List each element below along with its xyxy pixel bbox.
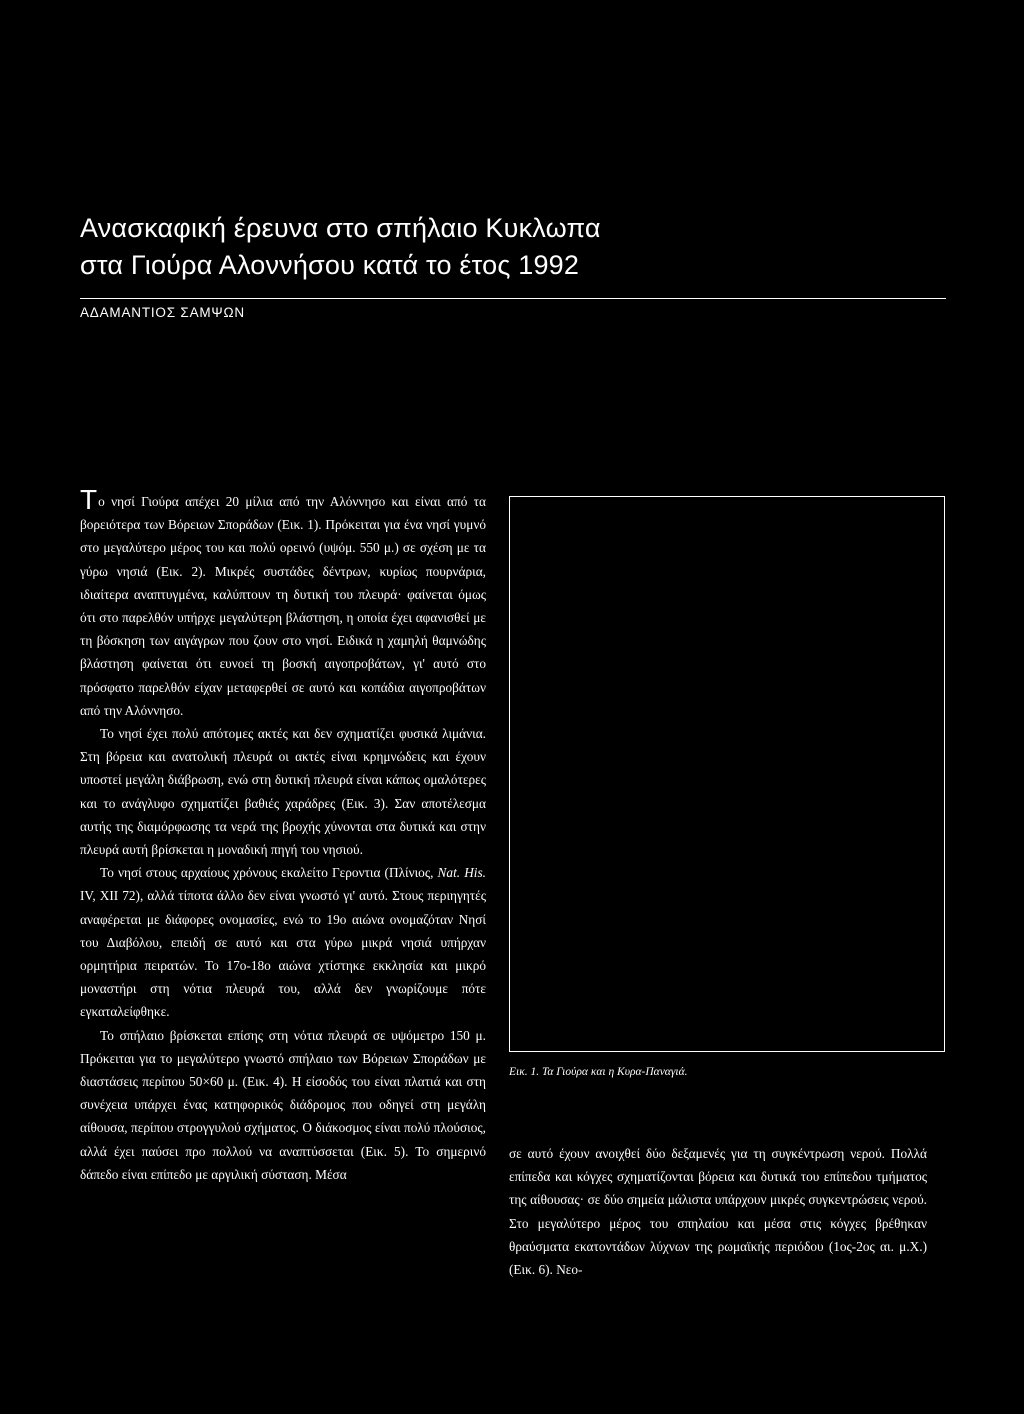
- title-line-2: στα Γιούρα Αλοννήσου κατά το έτος 1992: [80, 250, 580, 280]
- title-line-1: Ανασκαφική έρευνα στο σπήλαιο Κυκλωπα: [80, 213, 601, 243]
- title-divider: [80, 298, 946, 299]
- author-name: ΑΔΑΜΑΝΤΙΟΣ ΣΑΜΨΩΝ: [80, 305, 245, 320]
- right-text-column: [509, 1142, 927, 1281]
- paragraph-3-text-start: Το νησί στους αρχαίους χρόνους εκαλείτο Γεροντια (Πλίνιος,: [100, 865, 438, 881]
- left-text-column: [80, 484, 486, 1186]
- article-title: [80, 210, 940, 284]
- paragraph-1: [80, 484, 486, 722]
- right-paragraph-1: σε αυτό έχουν ανοιχθεί δύο δεξαμενές για τη συγκέντρωση νερού. Πολλά επίπεδα και κόγχες σχηματίζονται βόρεια και δυτικά του επίπεδου τμήματος της αίθουσας· σε δύο σημεία μάλιστα υπάρχουν μικρές συγκεντρώσεις νερού. Στο μεγαλύτερο μέρος του σπηλαίου και μέσα στις κόγχες βρέθηκαν θραύσματα εκατοντάδων λύχνων της ρωμαϊκής περιόδου (1ος-2ος αι. μ.Χ.) (Εικ. 6). Νεο-: [509, 1146, 927, 1278]
- paragraph-3-text-end: IV, XII 72), αλλά τίποτα άλλο δεν είναι γνωστό γι' αυτό. Στους περιηγητές αναφέρεται με διάφορες ονομασίες, ενώ το 19ο αιώνα ονομαζόταν Νησί του Διαβόλου, επειδή σε αυτό και στα γύρω μικρά νησιά υπήρχαν ορμητήρια πειρατών. Το 17ο-18ο αιώνα χτίστηκε εκκλησία και μικρό μοναστήρι στη νότια πλευρά του, αλλά δεν γνωρίζουμε πότε εγκαταλείφθηκε.: [80, 888, 486, 1020]
- paragraph-4: Το σπήλαιο βρίσκεται επίσης στη νότια πλευρά σε υψόμετρο 150 μ. Πρόκειται για το μεγαλύτερο γνωστό σπήλαιο των Βόρειων Σποράδων με διαστάσεις περίπου 50×60 μ. (Εικ. 4). Η είσοδός του είναι πλατιά και στη συνέχεια υπάρχει ένας κατηφορικός διάδρομος που οδηγεί στη μεγάλη αίθουσα, περίπου στρογγυλού σχήματος. Ο διάκοσμος είναι πολύ πλούσιος, αλλά έχει παύσει προ πολλού να αναπτύσσεται (Εικ. 5). Το σημερινό δάπεδο είναι επίπεδο με αργιλική σύσταση. Μέσα: [80, 1027, 486, 1182]
- figure-caption: Εικ. 1. Τα Γιούρα και η Κυρα-Παναγιά.: [509, 1066, 688, 1078]
- paragraph-3: [80, 861, 486, 1023]
- drop-cap: Τ: [80, 484, 98, 515]
- paragraph-2: Το νησί έχει πολύ απότομες ακτές και δεν σχηματίζει φυσικά λιμάνια. Στη βόρεια και ανατολική πλευρά οι ακτές είναι κρημνώδεις και έχουν υποστεί μεγάλη διάβρωση, ενώ στη δυτική πλευρά είναι κάπως ομαλότερες και το ανάγλυφο σχηματίζει βαθιές χαράδρες (Εικ. 3). Σαν αποτέλεσμα αυτής της διαμόρφωσης τα νερά της βροχής χύνονται στα δυτικά και στην πλευρά αυτή βρίσκεται η μοναδική πηγή του νησιού.: [80, 726, 486, 858]
- citation-italic: Nat. His.: [437, 865, 486, 881]
- paragraph-1-text: ο νησί Γιούρα απέχει 20 μίλια από την Αλόννησο και είναι από τα βορειότερα των Βόρειων Σποράδων (Εικ. 1). Πρόκειται για ένα νησί γυμνό στο μεγαλύτερο μέρος του και πολύ ορεινό (υψόμ. 550 μ.) σε σχέση με τα γύρω νησιά (Εικ. 2). Μικρές συστάδες δέντρων, κυρίως πουρνάρια, ιδιαίτερα αναπτυγμένα, καλύπτουν τη δυτική του πλευρά· φαίνεται όμως ότι στο παρελθόν υπήρχε μεγαλύτερη βλάστηση, η οποία έχει αφανισθεί με τη βόσκηση των αιγάγρων που ζουν στο νησί. Ειδικά η χαμηλή θαμνώδης βλάστηση φαίνεται ότι ευνοεί τη βοσκή αιγοπροβάτων, γι' αυτό στο πρόσφατο παρελθόν είχαν μεταφερθεί σε αυτό και κοπάδια αιγοπροβάτων από την Αλόννησο.: [80, 494, 486, 718]
- figure-image: [509, 496, 945, 1052]
